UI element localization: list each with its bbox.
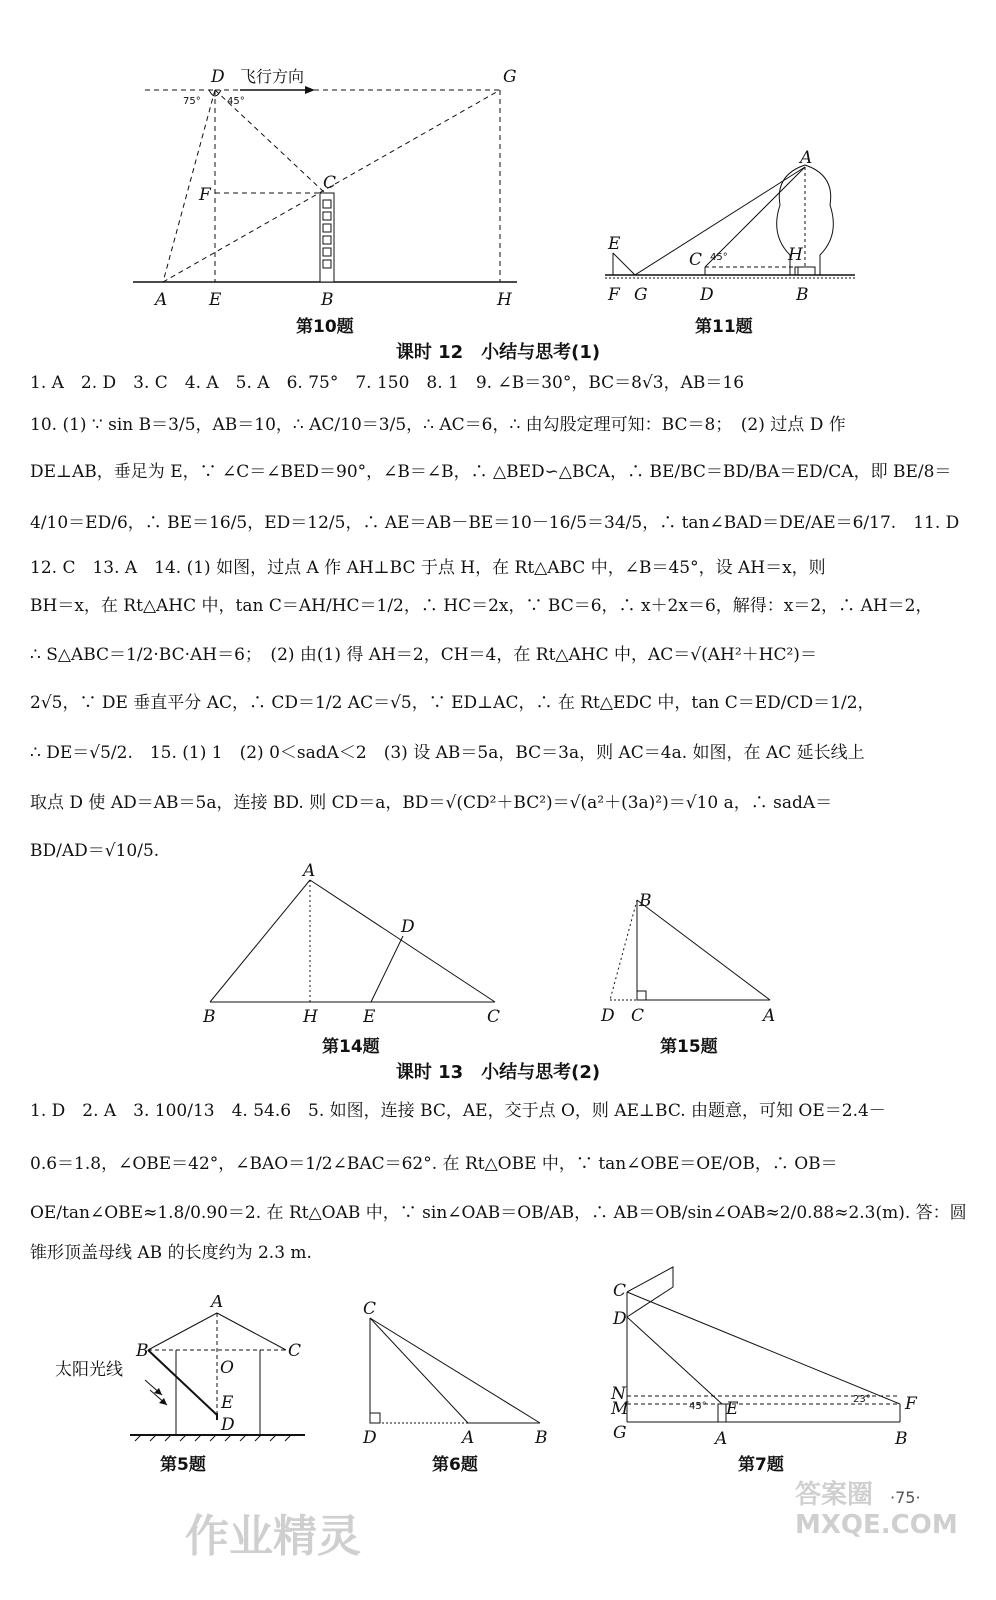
point-label: B [136,1341,149,1361]
point-label: A [211,1295,224,1312]
figure-11-caption: 第11题 [695,317,753,337]
point-label: C [631,1006,645,1026]
figure-14 [195,862,515,1027]
point-label: B [535,1428,548,1448]
point-label: C [689,250,703,270]
point-label: 23° [853,1394,871,1405]
answer-line: ∴ DE＝√5/2. 15. (1) 1 (2) 0＜sadA＜2 (3) 设 AB＝5a，BC＝3a，则 AC＝4a. 如图，在 AC 延长线上 [30,743,865,763]
answer-line: ∴ S△ABC＝1/2·BC·AH＝6； (2) 由(1) 得 AH＝2，CH＝4，在 Rt△AHC 中，AC＝√(AH²＋HC²)＝ [30,645,817,665]
point-label: G [634,285,648,305]
answer-line: 1. A 2. D 3. C 4. A 5. A 6. 75° 7. 150 8. 1 9. ∠B＝30°，BC＝8√3，AB＝16 [30,373,745,393]
point-label: D [401,917,415,937]
point-label: D [601,1006,615,1026]
figure-15-caption: 第15题 [660,1037,718,1057]
page-number: ·75· [890,1488,921,1507]
figure-10-caption: 第10题 [296,317,354,337]
point-label: 45° [710,252,728,263]
figure-5 [50,1295,310,1455]
point-label: F [905,1394,917,1414]
watermark: 作业精灵 [185,1511,361,1562]
point-label: H [303,1007,318,1027]
point-label: E [363,1007,376,1027]
point-label: A [715,1429,728,1447]
answer-line: OE/tan∠OBE≈1.8/0.90＝2. 在 Rt△OAB 中，∵ sin∠OAB＝OB/AB，∴ AB＝OB/sin∠OAB≈2/0.88≈2.3(m). 答：圆 [30,1203,967,1223]
point-label: C [288,1341,302,1361]
point-label: C [323,173,337,193]
point-label: 45° [227,96,245,107]
point-label: D [363,1428,377,1448]
point-label: C [363,1299,377,1319]
figure-5-caption: 第5题 [160,1455,206,1475]
point-label: 75° [183,96,201,107]
point-label: A [800,148,813,168]
point-label: N [611,1384,626,1404]
answer-line: 4/10＝ED/6，∴ BE＝16/5，ED＝12/5，∴ AE＝AB－BE＝10－16/5＝34/5，∴ tan∠BAD＝DE/AE＝6/17. 11. D [30,513,960,533]
answer-line: 锥形顶盖母线 AB 的长度约为 2.3 m. [30,1243,312,1263]
point-label: E [608,234,621,254]
section-title-13: 课时 13 小结与思考(2) [395,1062,601,1083]
answer-line: 1. D 2. A 3. 100/13 4. 54.6 5. 如图，连接 BC，AE，交于点 O，则 AE⊥BC. 由题意，可知 OE＝2.4－ [30,1101,886,1121]
point-label: H [788,245,803,265]
point-label: E [209,290,222,310]
point-label: C [613,1281,627,1301]
point-label: B [895,1429,908,1447]
point-label: 45° [689,1401,707,1412]
point-label: C [487,1007,501,1027]
figure-6 [355,1298,555,1448]
point-label: A [303,862,316,881]
answer-line: 2√5，∵ DE 垂直平分 AC，∴ CD＝1/2 AC＝√5，∵ ED⊥AC，∴ 在 Rt△EDC 中，tan C＝ED/CD＝1/2， [30,693,875,713]
figure-6-caption: 第6题 [432,1455,478,1475]
answer-line: BH＝x，在 Rt△AHC 中，tan C＝AH/HC＝1/2，∴ HC＝2x，∵ BC＝6，∴ x＋2x＝6，解得：x＝2，∴ AH＝2， [30,596,933,616]
figure-7 [605,1262,935,1447]
point-label: F [199,185,211,205]
point-label: H [497,290,512,310]
point-label: B [796,285,809,305]
point-label: 飞行方向 [240,67,305,86]
point-label: O [220,1358,234,1378]
point-label: F [608,285,620,305]
answer-line: 0.6＝1.8，∠OBE＝42°，∠BAO＝1/2∠BAC＝62°. 在 Rt△OBE 中，∵ tan∠OBE＝OE/OB，∴ OB＝ [30,1154,838,1174]
answer-line: BD/AD＝√10/5. [30,841,160,861]
answer-line: 12. C 13. A 14. (1) 如图，过点 A 作 AH⊥BC 于点 H，在 Rt△ABC 中，∠B＝45°，设 AH＝x，则 [30,558,826,578]
section-title-12: 课时 12 小结与思考(1) [395,342,601,363]
point-label: M [611,1399,629,1419]
point-label: B [203,1007,216,1027]
figure-11 [600,145,860,310]
point-label: G [503,67,517,87]
stamp-watermark: 答案圈 MXQE.COM [795,1480,958,1540]
figure-10 [125,60,525,310]
point-label: G [613,1423,627,1443]
point-label: D [613,1309,627,1329]
answer-line: 取点 D 使 AD＝AB＝5a，连接 BD. 则 CD＝a，BD＝√(CD²＋BC²)＝√(a²＋(3a)²)＝√10 a，∴ sadA＝ [30,793,833,813]
figure-14-caption: 第14题 [322,1037,380,1057]
answer-line: DE⊥AB，垂足为 E，∵ ∠C＝∠BED＝90°，∠B＝∠B，∴ △BED∽△BCA，∴ BE/BC＝BD/BA＝ED/CA，即 BE/8＝ [30,462,952,482]
figure-7-caption: 第7题 [738,1455,784,1475]
point-label: E [726,1399,739,1419]
point-label: A [462,1428,475,1448]
answer-line: 10. (1) ∵ sin B＝3/5，AB＝10，∴ AC/10＝3/5，∴ AC＝6，∴ 由勾股定理可知：BC＝8； (2) 过点 D 作 [30,415,846,435]
point-label: A [763,1006,776,1026]
point-label: D [221,1415,235,1435]
point-label: A [155,290,168,310]
point-label: D [211,67,225,87]
figure-15 [595,888,785,1028]
point-label: B [639,891,652,911]
point-label: D [700,285,714,305]
point-label: E [221,1393,234,1413]
point-label: B [321,290,334,310]
point-label: 太阳光线 [55,1360,123,1380]
